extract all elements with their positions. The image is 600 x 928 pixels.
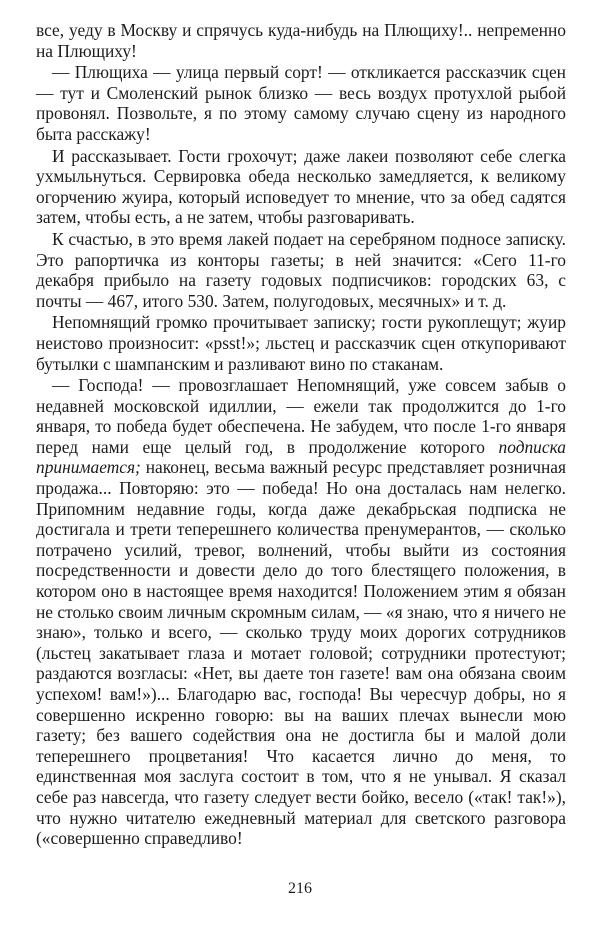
body-text [36, 20, 566, 850]
speech-text-end: наконец, весьма важный ресурс представляет розничная продажа... Повторяю: это — победа! Но она досталась нам нелегко. Припомним недавние годы, когда даже декабрьская подписка не достигала и трети теперешнего количества пренумерантов, — сколько потрачено усилий, тревог, волнений, чтобы выйти из состояния посредственности и довести дело до того блестящего положения, в котором оно в настоящее время находится! Положением этим я обязан не столько своим личным скромным силам, — «я знаю, что я ничего не знаю», только и всего, — сколько труду моих дорогих сотрудников (льстец закатывает глаза и мотает головой; сотрудники протестуют; раздаются возгласы: «Нет, вы даете тон газете! вам она обязана своим успехом! вам!»)... Благодарю вас, господа! Вы чересчур добры, но я совершенно искренно говорю: вы на ваших плечах вынесли мою газету; без вашего содействия она не достигла бы и малой доли теперешнего процветания! Что касается лично до меня, то единственная моя заслуга состоит в том, что я не унывал. Я сказал себе раз навсегда, что газету следует вести бойко, весело («так! так!»), что нужно читателю ежедневный материал для светского разговора («совершенно справедливо! [36, 457, 566, 849]
paragraph: Непомнящий громко прочитывает записку; гости рукоплещут; жуир неистово произносит: «psst!»; льстец и рассказчик сцен откупоривают бутылки с шампанским и разливают вино по стаканам. [36, 312, 566, 374]
paragraph: К счастью, в это время лакей подает на серебряном подносе записку. Это рапортичка из конторы газеты; в ней значится: «Сего 11-го декабря прибыло на газету годовых подписчиков: городских 63, с почты — 467, итого 530. Затем, полугодовых, месячных» и т. д. [36, 228, 566, 311]
paragraph: И рассказывает. Гости грохочут; даже лакеи позволяют себе слегка ухмыльнуться. Сервировка обеда несколько замедляется, к великому огорчению жуира, который исповедует то мнение, что за обед садятся затем, чтобы есть, а не затем, чтобы разговаривать. [36, 145, 566, 228]
paragraph-continuation: все, уеду в Москву и спрячусь куда-нибудь на Плющиху!.. непременно на Плющиху! [36, 20, 566, 61]
emphasized-phrase: подписка принимается; [36, 436, 566, 478]
paragraph-speech [36, 375, 566, 849]
page-number: 216 [288, 880, 312, 897]
speech-text-start: — Господа! — провозглашает Непомнящий, уже совсем забыв о недавней московской идиллии, — ежели так продолжится до 1-го января, то победа будет обеспечена. Не забудем, что после 1-го января перед нами еще целый год, в продолжение которого [36, 375, 566, 457]
paragraph-dialogue: — Плющиха — улица первый сорт! — откликается рассказчик сцен — тут и Смоленский рынок близко — весь воздух протухлой рыбой провонял. Позвольте, я по этому самому случаю сцену из народного быта расскажу! [36, 62, 566, 144]
